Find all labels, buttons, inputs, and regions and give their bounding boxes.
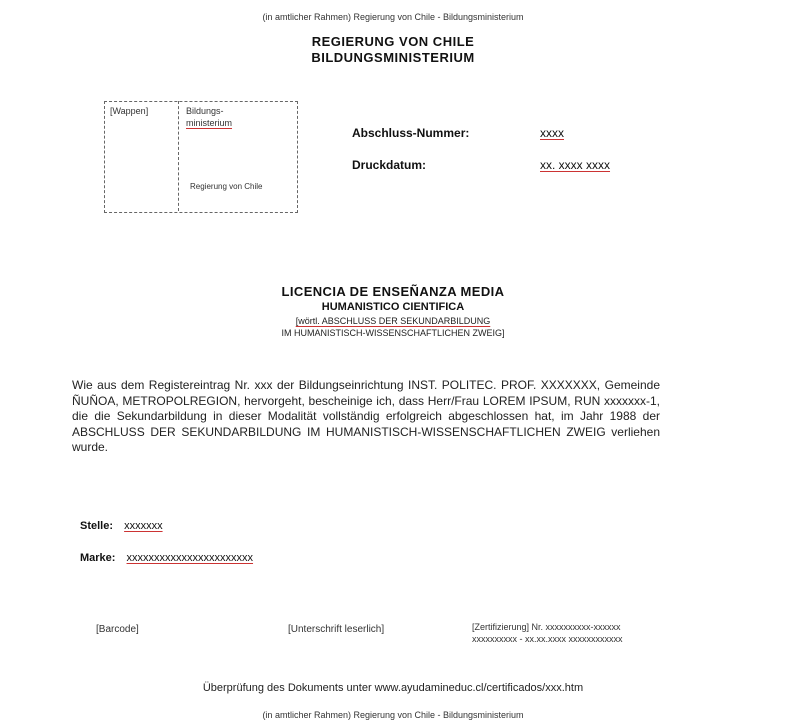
date-value: xx. xxxx xxxx: [540, 158, 611, 172]
document-subtitle: HUMANISTICO CIENTIFICA: [321, 301, 465, 313]
translation-line-1: [wörtl. ABSCHLUSS DER SEKUNDARBILDUNG: [295, 316, 491, 326]
stamp-value: xxxxxxx: [124, 520, 163, 532]
seal-right-label-1: Bildungs-: [186, 106, 224, 116]
certification-line-1: [Zertifizierung] Nr. xxxxxxxxxx-xxxxxx: [472, 622, 621, 632]
certificate-paragraph: Wie aus dem Registereintrag Nr. xxx der Bildungseinrichtung INST. POLITEC. PROF. XXXXXXX, Gemeinde ÑUÑOA, METROPOLREGION, hervorgeht, bescheinige ich, dass Herr/Frau LOREM IPSUM, RUN xxxxxxx-1, die die Sekundarbildung in dieser Modalität vollständig erfolgreich abgeschlossen hat, im Jahr 1988 der ABSCHLUSS DER SEKUNDARBILDUNG IM HUMANISTISCH-WISSENSCHAFTLICHEN ZWEIG verliehen wurde.: [72, 378, 660, 454]
number-value: xxxx: [540, 126, 564, 140]
verification-note: Überprüfung des Dokuments unter www.ayudamineduc.cl/certificados/xxx.htm: [202, 682, 584, 694]
stamp-label: Stelle:: [80, 520, 114, 532]
seal-right-bottom: Regierung von Chile: [190, 182, 263, 191]
translation-line-2: IM HUMANISTISCH-WISSENSCHAFTLICHEN ZWEIG]: [281, 328, 505, 338]
footer-note: (in amtlicher Rahmen) Regierung von Chile - Bildungsministerium: [262, 710, 524, 720]
stamp-row: [80, 520, 163, 532]
seal-left-label: [Wappen]: [110, 106, 149, 116]
mark-label: Marke:: [80, 552, 116, 564]
certification-line-2: xxxxxxxxxx - xx.xx.xxxx xxxxxxxxxxxx: [472, 634, 623, 644]
gov-line-1: REGIERUNG VON CHILE: [311, 34, 475, 49]
mark-value: xxxxxxxxxxxxxxxxxxxxxxx: [126, 552, 254, 564]
seal-right-label-2: ministerium: [186, 118, 233, 128]
mark-row: [80, 552, 253, 564]
top-note: (in amtlicher Rahmen) Regierung von Chile - Bildungsministerium: [262, 12, 524, 22]
signature-placeholder: [Unterschrift leserlich]: [288, 624, 385, 635]
gov-line-2: BILDUNGSMINISTERIUM: [311, 50, 475, 65]
number-label: Abschluss-Nummer:: [352, 126, 470, 140]
document-title: LICENCIA DE ENSEÑANZA MEDIA: [281, 284, 505, 299]
seal-box-divider: [178, 101, 179, 211]
barcode-placeholder: [Barcode]: [96, 624, 139, 635]
date-label: Druckdatum:: [352, 158, 427, 172]
